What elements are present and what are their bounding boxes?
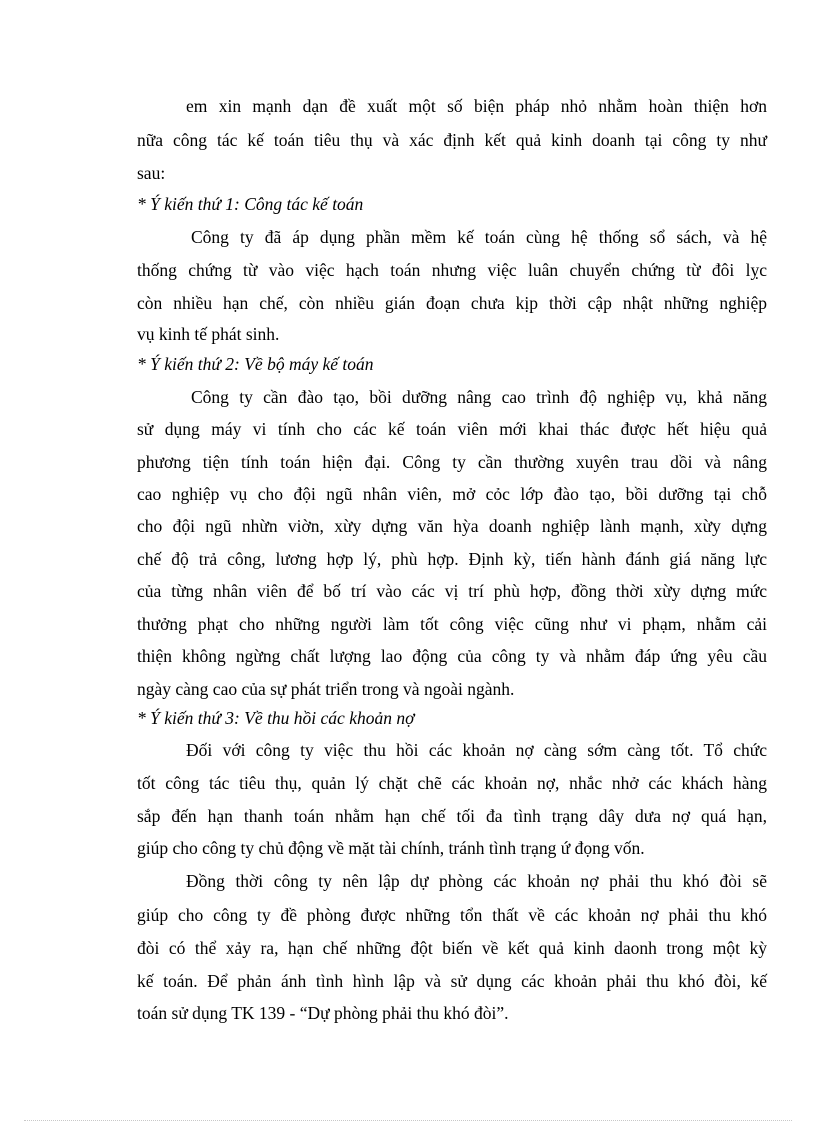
para-3-line-3: sắp đến hạn thanh toán nhằm hạn chế tối đa tình trạng dây dưa nợ quá hạn, xyxy=(137,806,767,826)
para-1-line-1: Công ty đã áp dụng phần mềm kế toán cùng hệ thống sổ sách, và hệ xyxy=(191,227,767,247)
para-3-line-4: giúp cho công ty chủ động về mặt tài chính, tránh tình trạng ứ đọng vốn. xyxy=(137,838,645,858)
para-4-line-1: Đồng thời công ty nên lập dự phòng các khoản nợ phải thu khó đòi sẽ xyxy=(186,871,767,891)
para-2-line-7: của từng nhân viên để bố trí vào các vị trí phù hợp, đồng thời xừy dựng mức xyxy=(137,581,767,601)
heading-opinion-1: * Ý kiến thứ 1: Công tác kế toán xyxy=(137,194,364,214)
intro-line-3: sau: xyxy=(137,163,166,183)
para-2-line-4: cao nghiệp vụ cho đội ngũ nhân viên, mở cỏc lớp đào tạo, bồi dưỡng tại chỗ xyxy=(137,484,767,504)
para-2-line-5: cho đội ngũ nhừn viờn, xừy dựng văn hỳa doanh nghiệp lành mạnh, xừy dựng xyxy=(137,516,767,536)
para-3-line-2: tốt công tác tiêu thụ, quản lý chặt chẽ các khoản nợ, nhắc nhở các khách hàng xyxy=(137,773,767,793)
para-2-line-1: Công ty cần đào tạo, bồi dưỡng nâng cao trình độ nghiệp vụ, khả năng xyxy=(191,387,767,407)
para-4-line-4: kế toán. Để phản ánh tình hình lập và sử dụng các khoản phải thu khó đòi, kế xyxy=(137,971,767,991)
para-2-line-9: thiện không ngừng chất lượng lao động của công ty và nhằm đáp ứng yêu cầu xyxy=(137,646,767,666)
para-4-line-3: đòi có thể xảy ra, hạn chế những đột biến về kết quả kinh daonh trong một kỳ xyxy=(137,938,767,958)
intro-line-2: nữa công tác kế toán tiêu thụ và xác định kết quả kinh doanh tại công ty như xyxy=(137,130,767,150)
page-bottom-divider xyxy=(24,1120,792,1121)
para-2-line-3: phương tiện tính toán hiện đại. Công ty cần thường xuyên trau dồi và nâng xyxy=(137,452,767,472)
para-2-line-10: ngày càng cao của sự phát triển trong và ngoài ngành. xyxy=(137,679,515,699)
para-3-line-1: Đối với công ty việc thu hồi các khoản nợ càng sớm càng tốt. Tổ chức xyxy=(186,740,767,760)
para-2-line-6: chế độ trả công, lương hợp lý, phù hợp. Định kỳ, tiến hành đánh giá năng lực xyxy=(137,549,767,569)
heading-opinion-3: * Ý kiến thứ 3: Về thu hồi các khoản nợ xyxy=(137,708,415,728)
para-1-line-3: còn nhiều hạn chế, còn nhiều gián đoạn chưa kịp thời cập nhật những nghiệp xyxy=(137,293,767,313)
intro-line-1: em xin mạnh dạn đề xuất một số biện pháp nhỏ nhằm hoàn thiện hơn xyxy=(186,96,767,116)
para-1-line-2: thống chứng từ vào việc hạch toán nhưng việc luân chuyển chứng từ đôi lỵc xyxy=(137,260,767,280)
para-1-line-4: vụ kinh tế phát sinh. xyxy=(137,324,280,344)
para-4-line-5: toán sử dụng TK 139 - “Dự phòng phải thu khó đòi”. xyxy=(137,1003,509,1023)
para-4-line-2: giúp cho công ty đề phòng được những tổn thất về các khoản nợ phải thu khó xyxy=(137,905,767,925)
heading-opinion-2: * Ý kiến thứ 2: Về bộ máy kế toán xyxy=(137,354,374,374)
para-2-line-8: thưởng phạt cho những người làm tốt công việc cũng như vi phạm, nhằm cải xyxy=(137,614,767,634)
para-2-line-2: sử dụng máy vi tính cho các kế toán viên mới khai thác được hết hiệu quả xyxy=(137,419,767,439)
